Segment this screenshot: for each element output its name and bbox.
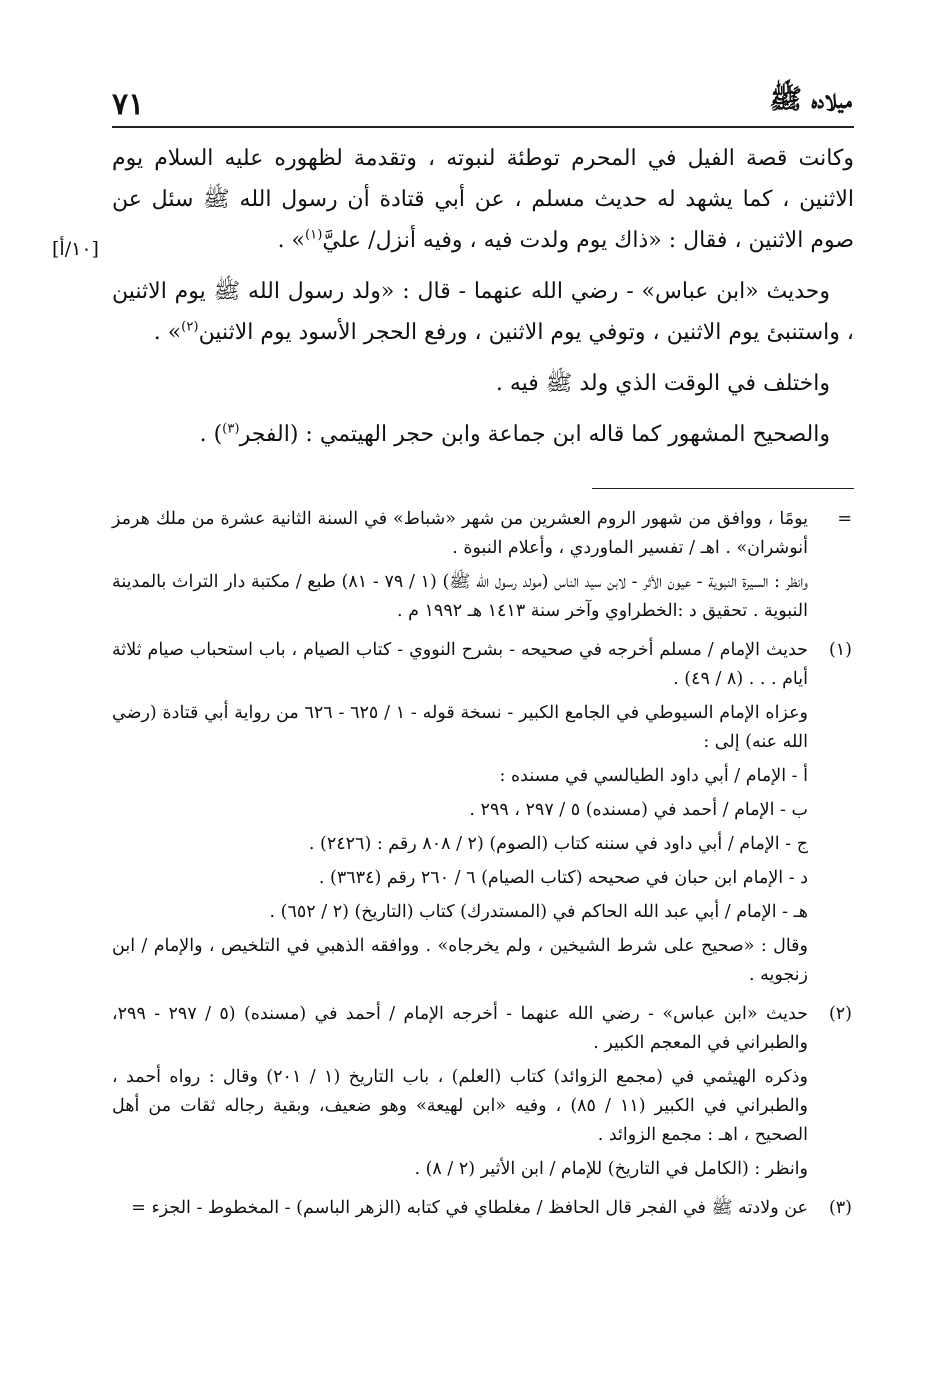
footnote-list-item: أ - الإمام / أبي داود الطيالسي في مسنده : <box>499 766 808 786</box>
footnote-mark: (٣) <box>828 1198 852 1218</box>
footnote-list-item: هـ - الإمام / أبي عبد الله الحاكم في (المستدرك) كتاب (التاريخ) (٢ / ٦٥٢) . <box>269 902 808 922</box>
main-paragraph-1: وكانت قصة الفيل في المحرم توطئة لنبوته ، وتقدمة لظهوره عليه السلام يوم الاثنين ، كما يشهد له حديث مسلم ، عن أبي قتادة أن رسول الله ﷺ سئل عن صوم الاثنين ، فقال : «ذاك يوم ولدت فيه ، وفيه أنزل/ عليَّ$^{(١)}$» . <box>112 146 854 253</box>
footnote-mark: (٢) <box>828 1004 852 1024</box>
footnote-text: وقال : «صحيح على شرط الشيخين ، ولم يخرجاه» . ووافقه الذهبي في التلخيص ، والإمام / ابن زنجويه . <box>112 936 808 985</box>
footnote-rule <box>592 488 854 489</box>
footnote-text: حديث «ابن عباس» - رضي الله عنهما - أخرجه الإمام / أحمد في (مسنده) (٥ / ٢٩٧ - ٢٩٩، والطبراني في المعجم الكبير . <box>112 1004 808 1053</box>
footnote-text: وانظر : السيرة النبوية - عيون الأثر - لابن سيد الناس (مولد رسول الله ﷺ) (١ / ٧٩ - ٨١) طبع / مكتبة دار التراث بالمدينة النبوية . تحقيق د :الخطراوي وآخر سنة ١٤١٣ هـ ١٩٩٢ م . <box>112 572 808 621</box>
main-paragraph-3: واختلف في الوقت الذي ولد ﷺ فيه . <box>495 371 830 396</box>
footnote-ref-2[interactable]: (٢) <box>181 319 199 335</box>
footnote-text: وانظر : (الكامل في التاريخ) للإمام / ابن الأثير (٢ / ٨) . <box>414 1159 808 1179</box>
main-paragraph-2: وحديث «ابن عباس» - رضي الله عنهما - قال : «ولد رسول الله ﷺ يوم الاثنين ، واستنبئ يوم الاثنين ، وتوفي يوم الاثنين ، ورفع الحجر الأسود يوم الاثنين$^{(٢)}$» . <box>112 279 854 345</box>
footnote-text: حديث الإمام / مسلم أخرجه في صحيحه - بشرح النووي - كتاب الصيام ، باب استحباب صيام ثلاثة أيام . . . (٨ / ٤٩) . <box>112 640 808 689</box>
header-rule <box>112 126 854 128</box>
footnote-text: وعزاه الإمام السيوطي في الجامع الكبير - نسخة قوله - ١ / ٦٢٥ - ٦٢٦ من رواية أبي قتادة (رضي الله عنه) إلى : <box>112 703 808 752</box>
footnote-continuation <box>112 505 854 631</box>
main-text <box>112 138 854 465</box>
footnote-list-item: ج - الإمام / أبي داود في سننه كتاب (الصوم) (٢ / ٨٠٨ رقم : (٢٤٢٦) . <box>308 834 808 854</box>
footnote-2 <box>112 1000 854 1189</box>
footnote-ref-3[interactable]: (٣) <box>222 421 240 437</box>
page-header <box>112 82 852 122</box>
footnote-mark: = <box>837 509 852 529</box>
page-number: ٧١ <box>112 87 145 122</box>
footnote-list-item: ب - الإمام / أحمد في (مسنده) ٥ / ٢٩٧ ، ٢٩٩ . <box>469 800 808 820</box>
running-title: ميلاده ﷺ <box>769 84 852 115</box>
footnote-1 <box>112 636 854 995</box>
footnote-text: عن ولادته ﷺ في الفجر قال الحافظ / مغلطاي في كتابه (الزهر الباسم) - المخطوط - الجزء = <box>131 1198 808 1218</box>
footnote-3 <box>112 1194 854 1228</box>
footnote-list-item: د - الإمام ابن حبان في صحيحه (كتاب الصيام) ٦ / ٢٦٠ رقم (٣٦٣٤) . <box>318 868 808 888</box>
footnote-text: وذكره الهيثمي في (مجمع الزوائد) كتاب (العلم) ، باب التاريخ (١ / ٢٠١) وقال : رواه أحمد ، والطبراني في الكبير (١١ / ٨٥) ، وفيه «ابن لهيعة» وهو ضعيف، وبقية رجاله ثقات من أهل الصحيح ، اهـ : مجمع الزوائد . <box>112 1067 808 1145</box>
footnotes <box>112 505 854 1233</box>
manuscript-folio-marker: [١٠/أ] <box>52 238 99 260</box>
footnote-ref-1[interactable]: (١) <box>305 227 323 243</box>
footnote-text: يومًا ، ووافق من شهور الروم العشرين من شهر «شباط» في السنة الثانية عشرة من ملك هرمز أنوشران» . اهـ / تفسير الماوردي ، وأعلام النبوة . <box>112 509 808 558</box>
main-paragraph-4: والصحيح المشهور كما قاله ابن جماعة وابن حجر الهيتمي : (الفجر$^{(٣)}$) . <box>199 421 830 447</box>
footnote-mark: (١) <box>828 640 852 660</box>
